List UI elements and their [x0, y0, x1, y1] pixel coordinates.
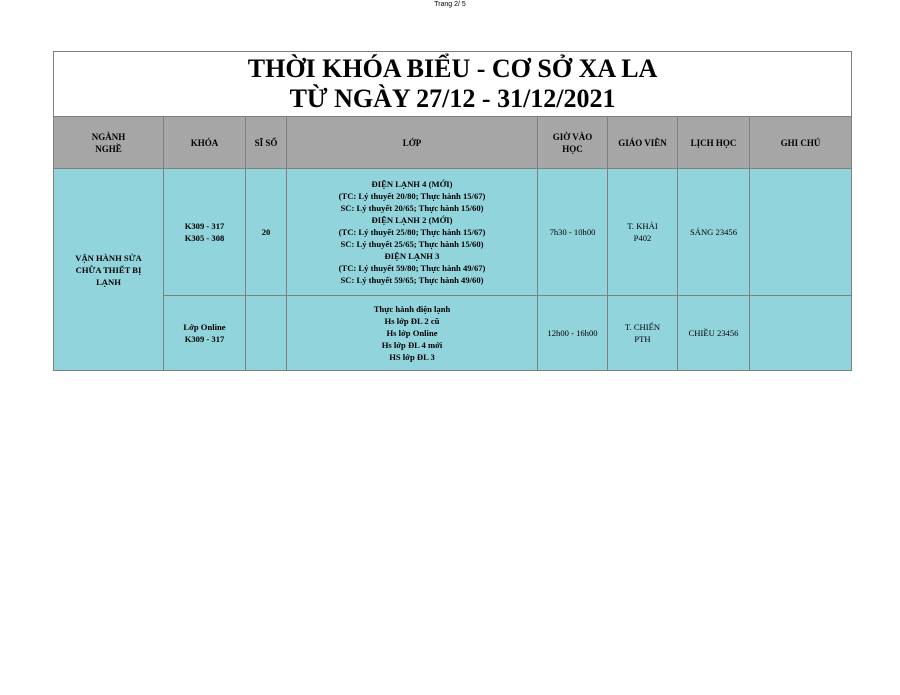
cell-lich-hoc: SÁNG 23456	[678, 169, 750, 296]
header-khoa: KHÓA	[164, 117, 246, 169]
lop-line: HS lớp ĐL 3	[389, 352, 435, 362]
lop-line: SC: Lý thuyết 59/65; Thực hành 49/60)	[340, 275, 484, 285]
lop-line: (TC: Lý thuyết 20/80; Thực hành 15/67)	[338, 191, 486, 201]
lop-line: Hs lớp Online	[386, 328, 438, 338]
header-gio-vao-hoc-line-2: HỌC	[562, 143, 583, 154]
header-lich-hoc: LỊCH HỌC	[678, 117, 750, 169]
giao-vien-line: P402	[633, 233, 652, 243]
header-gio-vao-hoc-line-1: GIỜ VÀO	[552, 131, 593, 142]
cell-ghi-chu	[750, 169, 852, 296]
cell-ghi-chu	[750, 296, 852, 371]
header-nganh-nghe-line-1: NGÀNH	[91, 131, 126, 142]
table-row	[54, 169, 852, 296]
header-nganh-nghe	[54, 117, 164, 169]
title-line-2: TỪ NGÀY 27/12 - 31/12/2021	[289, 84, 616, 113]
cell-khoa	[164, 169, 246, 296]
cell-giao-vien	[608, 296, 678, 371]
cell-khoa	[164, 296, 246, 371]
lop-line: ĐIỆN LẠNH 4 (MỚI)	[371, 179, 453, 189]
lop-line: SC: Lý thuyết 25/65; Thực hành 15/60)	[340, 239, 484, 249]
nganh-nghe-line-3: LẠNH	[96, 276, 121, 287]
title-line-1: THỜI KHÓA BIỂU - CƠ SỞ XA LA	[247, 54, 658, 83]
nganh-nghe-line-2: CHỮA THIẾT BỊ	[75, 264, 142, 275]
table-row	[54, 296, 852, 371]
lop-line: SC: Lý thuyết 20/65; Thực hành 15/60)	[340, 203, 484, 213]
giao-vien-line: PTH	[634, 334, 651, 344]
cell-lop	[287, 169, 538, 296]
khoa-line: K309 - 317	[184, 221, 225, 231]
lop-line: Thực hành điện lạnh	[373, 304, 451, 314]
header-ghi-chu: GHI CHÚ	[750, 117, 852, 169]
cell-si-so: 20	[246, 169, 287, 296]
cell-lop	[287, 296, 538, 371]
khoa-line: K305 - 308	[184, 233, 225, 243]
cell-si-so	[246, 296, 287, 371]
giao-vien-line: T. KHẢI	[627, 221, 658, 231]
khoa-line: K309 - 317	[184, 334, 225, 344]
cell-lich-hoc: CHIỀU 23456	[678, 296, 750, 371]
header-gio-vao-hoc	[538, 117, 608, 169]
lop-line: Hs lớp ĐL 4 mới	[381, 340, 443, 350]
header-lop: LỚP	[287, 117, 538, 169]
header-giao-vien: GIÁO VIÊN	[608, 117, 678, 169]
cell-gio-vao-hoc: 12h00 - 16h00	[538, 296, 608, 371]
header-si-so: SĨ SỐ	[246, 117, 287, 169]
nganh-nghe-line-1: VẬN HÀNH SỬA	[75, 252, 142, 263]
timetable-title	[54, 52, 852, 117]
timetable	[53, 51, 852, 371]
giao-vien-line: T. CHIẾN	[624, 322, 661, 332]
khoa-line: Lớp Online	[183, 322, 226, 332]
lop-line: Hs lớp ĐL 2 cũ	[384, 316, 440, 326]
lop-line: (TC: Lý thuyết 25/80; Thực hành 15/67)	[338, 227, 486, 237]
cell-nganh-nghe	[54, 169, 164, 371]
lop-line: ĐIỆN LẠNH 3	[384, 251, 440, 261]
page-number: Trang 2/ 5	[434, 1, 466, 8]
lop-line: ĐIỆN LẠNH 2 (MỚI)	[371, 215, 453, 225]
header-row	[54, 117, 852, 169]
cell-giao-vien	[608, 169, 678, 296]
lop-line: (TC: Lý thuyết 59/80; Thực hành 49/67)	[338, 263, 486, 273]
header-nganh-nghe-line-2: NGHỀ	[95, 143, 122, 154]
cell-gio-vao-hoc: 7h30 - 10h00	[538, 169, 608, 296]
